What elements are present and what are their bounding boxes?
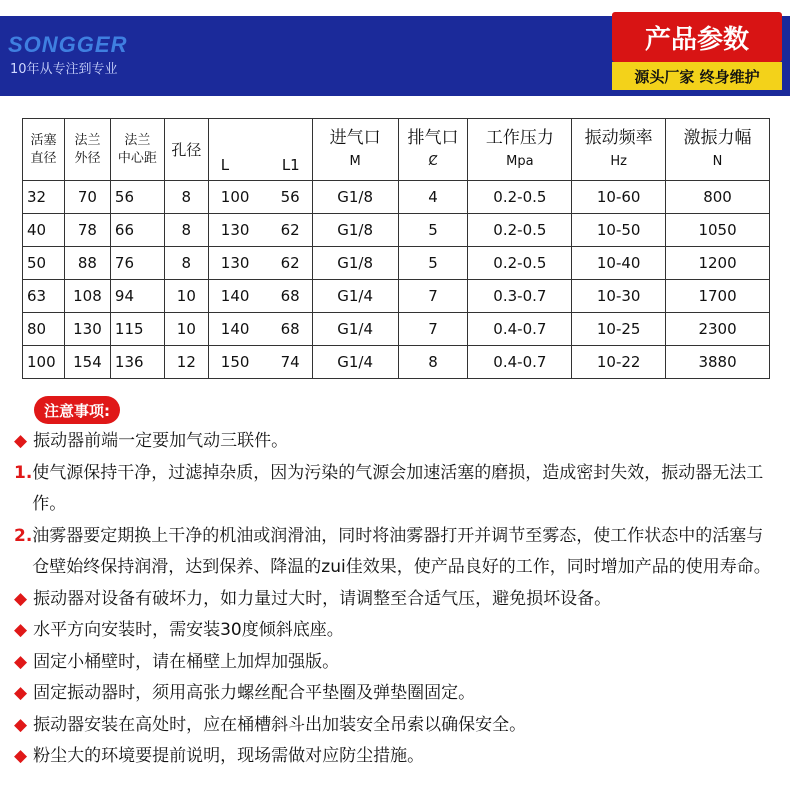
table-cell: 8 xyxy=(164,181,208,214)
diamond-bullet-icon: ◆ xyxy=(14,620,28,640)
notice-item xyxy=(14,647,780,679)
table-row xyxy=(23,214,770,247)
table-cell: 12 xyxy=(164,346,208,379)
spec-table-body xyxy=(23,181,770,379)
header-exciting-force: 激振力幅 N xyxy=(666,119,770,181)
table-cell-value: 74 xyxy=(280,353,300,371)
table-cell: 10-25 xyxy=(572,313,666,346)
header-air-inlet: 进气口 M xyxy=(312,119,398,181)
diamond-bullet-icon: ◆ xyxy=(14,588,28,609)
badge-subtitle: 源头厂家 终身维护 xyxy=(612,62,782,90)
table-cell: 8 xyxy=(164,247,208,280)
table-cell-value: 100 xyxy=(220,188,250,206)
table-cell-value: 56 xyxy=(280,188,300,206)
notice-text: 振动器前端一定要加气动三联件。 xyxy=(33,431,289,451)
header-length: L L1 xyxy=(208,119,312,181)
table-cell: 136 xyxy=(110,346,164,379)
table-cell: 63 xyxy=(23,280,65,313)
table-cell: 88 xyxy=(64,247,110,280)
notice-number: 1. xyxy=(14,462,33,483)
header-hole-diameter: 孔径 xyxy=(164,119,208,181)
table-cell: 130 xyxy=(64,313,110,346)
table-cell: G1/4 xyxy=(312,346,398,379)
table-cell-value: 130 xyxy=(220,254,250,272)
table-cell: 800 xyxy=(666,181,770,214)
table-cell: 66 xyxy=(110,214,164,247)
table-cell: 8 xyxy=(398,346,468,379)
brand-slogan: 10年从专注到专业 xyxy=(10,62,118,77)
notice-item xyxy=(14,615,780,647)
table-cell: 7 xyxy=(398,313,468,346)
header-flange-outer-diameter: 法兰 外径 xyxy=(64,119,110,181)
notice-text: 水平方向安装时，需安装30度倾斜底座。 xyxy=(33,620,344,640)
table-cell-value: 62 xyxy=(280,254,300,272)
table-cell: G1/4 xyxy=(312,280,398,313)
table-cell: 40 xyxy=(23,214,65,247)
table-cell: G1/8 xyxy=(312,214,398,247)
header xyxy=(0,0,790,96)
notice-item xyxy=(14,678,780,710)
table-cell: 50 xyxy=(23,247,65,280)
notice-list xyxy=(14,426,780,773)
table-cell: 0.2-0.5 xyxy=(468,214,572,247)
table-cell: 10-22 xyxy=(572,346,666,379)
notice-item xyxy=(14,426,780,458)
table-cell: 1050 xyxy=(666,214,770,247)
table-row xyxy=(23,346,770,379)
table-cell-length xyxy=(208,280,312,313)
table-cell: 0.4-0.7 xyxy=(468,313,572,346)
notice-item xyxy=(14,521,780,584)
table-cell: 10 xyxy=(164,313,208,346)
table-cell: 3880 xyxy=(666,346,770,379)
table-cell-length xyxy=(208,313,312,346)
diamond-bullet-icon: ◆ xyxy=(14,746,28,766)
table-cell: 10-50 xyxy=(572,214,666,247)
table-row xyxy=(23,313,770,346)
table-cell: 8 xyxy=(164,214,208,247)
table-cell: 80 xyxy=(23,313,65,346)
table-cell-value: 62 xyxy=(280,221,300,239)
table-cell: 4 xyxy=(398,181,468,214)
table-header-row xyxy=(23,119,770,181)
table-cell: 78 xyxy=(64,214,110,247)
notice-text: 粉尘大的环境要提前说明，现场需做对应防尘措施。 xyxy=(33,746,425,766)
diamond-bullet-icon: ◆ xyxy=(14,714,28,735)
notice-text: 油雾器要定期换上干净的机油或润滑油，同时将油雾器打开并调节至雾态，使工作状态中的活塞与仓壁始终保持润滑，达到保养、降温的zui佳效果，使产品良好的工作，同时增加产品的使用寿命。 xyxy=(32,525,771,577)
table-cell-value: 130 xyxy=(220,221,250,239)
table-cell: 0.4-0.7 xyxy=(468,346,572,379)
table-cell: 154 xyxy=(64,346,110,379)
notice-item xyxy=(14,741,780,773)
notice-item xyxy=(14,584,780,616)
table-cell: 0.2-0.5 xyxy=(468,181,572,214)
table-cell: G1/8 xyxy=(312,247,398,280)
table-cell: 56 xyxy=(110,181,164,214)
notice-item xyxy=(14,458,780,521)
header-vibration-frequency: 振动频率 Hz xyxy=(572,119,666,181)
table-cell: 5 xyxy=(398,214,468,247)
table-cell: 10 xyxy=(164,280,208,313)
table-cell: 10-30 xyxy=(572,280,666,313)
table-cell-length xyxy=(208,181,312,214)
diamond-bullet-icon: ◆ xyxy=(14,651,28,672)
notice-text: 固定小桶壁时，请在桶壁上加焊加强版。 xyxy=(33,651,340,672)
table-cell-value: 150 xyxy=(220,353,250,371)
table-cell-length xyxy=(208,346,312,379)
table-row xyxy=(23,247,770,280)
header-flange-center-distance: 法兰 中心距 xyxy=(110,119,164,181)
table-cell: 32 xyxy=(23,181,65,214)
table-cell: 70 xyxy=(64,181,110,214)
table-cell: G1/4 xyxy=(312,313,398,346)
table-row xyxy=(23,181,770,214)
table-cell-length xyxy=(208,247,312,280)
table-cell: G1/8 xyxy=(312,181,398,214)
header-working-pressure: 工作压力 Mpa xyxy=(468,119,572,181)
header-piston-diameter: 活塞 直径 xyxy=(23,119,65,181)
table-cell: 0.2-0.5 xyxy=(468,247,572,280)
notice-tag: 注意事项: xyxy=(34,396,120,424)
notice-number: 2. xyxy=(14,525,33,546)
table-cell: 76 xyxy=(110,247,164,280)
table-cell-value: 140 xyxy=(220,287,250,305)
table-cell: 7 xyxy=(398,280,468,313)
brand-logo: SONGGER xyxy=(8,32,128,57)
table-cell-value: 68 xyxy=(280,320,300,338)
table-cell: 94 xyxy=(110,280,164,313)
diamond-bullet-icon: ◆ xyxy=(14,431,28,451)
notice-text: 固定振动器时，须用高张力螺丝配合平垫圈及弹垫圈固定。 xyxy=(33,683,476,703)
table-cell-value: 140 xyxy=(220,320,250,338)
notice-text: 振动器对设备有破坏力，如力量过大时，请调整至合适气压，避免损坏设备。 xyxy=(33,588,612,609)
notice-text: 振动器安装在高处时，应在桶槽斜斗出加装安全吊索以确保安全。 xyxy=(33,714,527,735)
header-air-outlet: 排气口 Ȼ xyxy=(398,119,468,181)
table-cell: 100 xyxy=(23,346,65,379)
table-cell: 2300 xyxy=(666,313,770,346)
table-cell: 0.3-0.7 xyxy=(468,280,572,313)
badge-title: 产品参数 xyxy=(612,12,782,62)
table-cell-length xyxy=(208,214,312,247)
notice-item xyxy=(14,710,780,742)
table-cell: 10-60 xyxy=(572,181,666,214)
table-cell: 1700 xyxy=(666,280,770,313)
notice-text: 使气源保持干净，过滤掉杂质，因为污染的气源会加速活塞的磨损，造成密封失效，振动器无法工作。 xyxy=(32,462,764,514)
table-cell: 108 xyxy=(64,280,110,313)
diamond-bullet-icon: ◆ xyxy=(14,683,28,703)
table-cell: 1200 xyxy=(666,247,770,280)
table-cell: 10-40 xyxy=(572,247,666,280)
table-cell: 115 xyxy=(110,313,164,346)
table-cell: 5 xyxy=(398,247,468,280)
table-cell-value: 68 xyxy=(280,287,300,305)
spec-table xyxy=(22,118,770,379)
table-row xyxy=(23,280,770,313)
